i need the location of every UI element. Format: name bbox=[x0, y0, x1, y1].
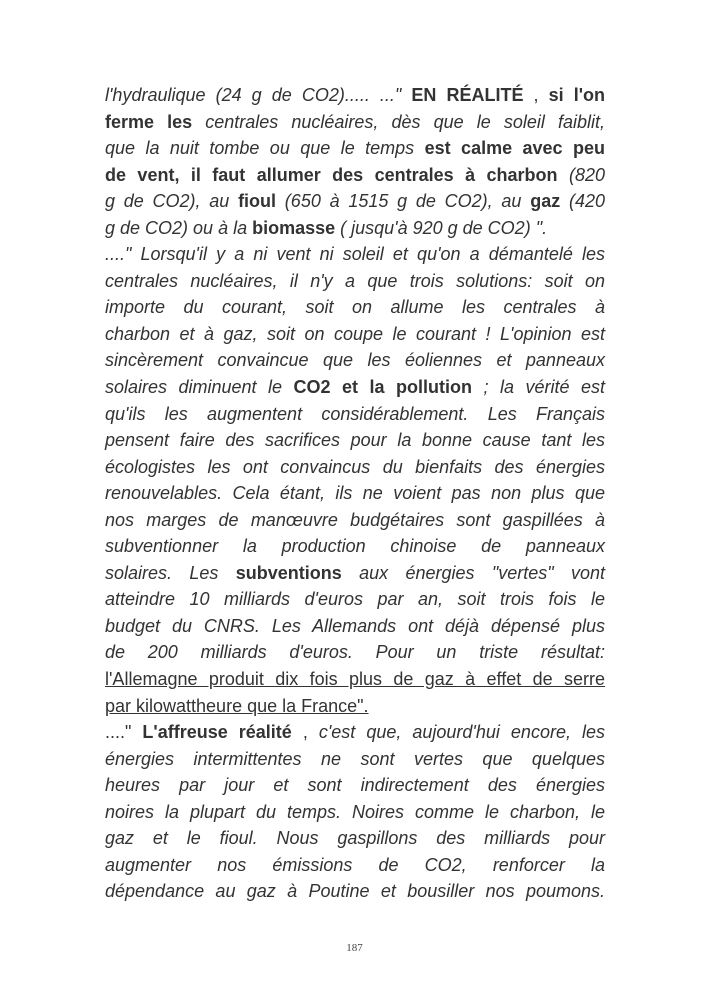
italic-text: de 200 milliards d'euros. Pour un triste résultat: bbox=[105, 642, 605, 663]
text-line bbox=[105, 878, 605, 905]
text-span: , bbox=[523, 85, 549, 105]
text-line bbox=[105, 454, 605, 481]
page-number: 187 bbox=[346, 942, 363, 954]
text-line bbox=[105, 401, 605, 428]
italic-text: pensent faire des sacrifices pour la bonne cause tant les bbox=[105, 430, 605, 451]
bold-text: fioul bbox=[238, 191, 277, 212]
text-line bbox=[105, 852, 605, 879]
text-line bbox=[105, 639, 605, 666]
text-line bbox=[105, 374, 605, 401]
italic-text: (820 bbox=[568, 164, 605, 185]
italic-text: sincèrement convaincue que les éoliennes et panneaux bbox=[105, 350, 605, 371]
text-line bbox=[105, 215, 605, 242]
italic-text: nos marges de manœuvre budgétaires sont gaspillées à bbox=[105, 509, 605, 530]
italic-text: gaz et le fioul. Nous gaspillons des milliards pour bbox=[105, 828, 605, 849]
italic-text: (420 bbox=[560, 191, 605, 212]
text-line bbox=[105, 109, 605, 136]
underlined-text: l'Allemagne produit dix fois plus de gaz à effet de serre bbox=[105, 669, 605, 690]
text-line bbox=[105, 693, 605, 720]
italic-text: aux énergies "vertes" vont bbox=[341, 562, 605, 583]
text-line bbox=[105, 613, 605, 640]
text-line bbox=[105, 799, 605, 826]
italic-text: ...." Lorsqu'il y a ni vent ni soleil et qu'on a démantelé les bbox=[105, 244, 605, 265]
bold-text: de vent, il faut allumer des centrales à charbon bbox=[105, 164, 569, 185]
italic-text: (650 à 1515 g de CO2), au bbox=[276, 191, 531, 212]
italic-text: centrales nucléaires, il n'y a que trois solutions: soit on bbox=[105, 270, 605, 291]
italic-text: budget du CNRS. Les Allemands ont déjà dépensé plus bbox=[105, 615, 605, 636]
italic-text: subventionner la production chinoise de panneaux bbox=[105, 536, 605, 557]
text-line bbox=[105, 825, 605, 852]
bold-text: EN RÉALITÉ bbox=[411, 85, 524, 105]
bold-text: est calme avec peu bbox=[424, 138, 605, 159]
document-body bbox=[105, 82, 605, 905]
italic-text: centrales nucléaires, dès que le soleil faiblit, bbox=[205, 111, 605, 132]
text-line bbox=[105, 533, 605, 560]
text-line bbox=[105, 188, 605, 215]
text-line bbox=[105, 560, 605, 587]
text-line bbox=[105, 347, 605, 374]
text-line bbox=[105, 586, 605, 613]
italic-text: heures par jour et sont indirectement des énergies bbox=[105, 775, 605, 796]
italic-text: solaires. Les bbox=[105, 562, 236, 583]
underlined-text: par kilowattheure que la France". bbox=[105, 695, 369, 716]
italic-text: qu'ils les augmentent considérablement. Les Français bbox=[105, 403, 605, 424]
text-line bbox=[105, 719, 605, 746]
italic-text: g de CO2), au bbox=[105, 191, 239, 212]
text-line bbox=[105, 268, 605, 295]
bold-text: biomasse bbox=[252, 217, 336, 238]
text-line bbox=[105, 666, 605, 693]
italic-text: importe du courant, soit on allume les centrales à bbox=[105, 297, 605, 318]
italic-text: c'est que, aujourd'hui encore, les bbox=[318, 722, 605, 743]
bold-text: subventions bbox=[235, 562, 342, 583]
italic-text: ( jusqu'à 920 g de CO2) ". bbox=[335, 217, 548, 238]
bold-text: gaz bbox=[530, 191, 561, 212]
bold-text: CO2 et la pollution bbox=[293, 377, 473, 398]
text-line bbox=[105, 162, 605, 189]
italic-text: ; la vérité est bbox=[472, 377, 605, 398]
text-line bbox=[105, 427, 605, 454]
italic-text: augmenter nos émissions de CO2, renforcer la bbox=[105, 854, 605, 875]
text-line bbox=[105, 480, 605, 507]
text-span: ...." bbox=[105, 722, 143, 743]
text-line bbox=[105, 135, 605, 162]
italic-text: g de CO2) ou à la bbox=[105, 217, 253, 238]
text-line bbox=[105, 507, 605, 534]
italic-text: atteindre 10 milliards d'euros par an, soit trois fois le bbox=[105, 589, 605, 610]
text-line bbox=[105, 746, 605, 773]
text-line bbox=[105, 321, 605, 348]
italic-text: solaires diminuent le bbox=[105, 377, 294, 398]
text-line bbox=[105, 241, 605, 268]
italic-text: renouvelables. Cela étant, ils ne voient pas non plus que bbox=[105, 483, 605, 504]
text-line bbox=[105, 294, 605, 321]
bold-text: L'affreuse réalité bbox=[142, 722, 292, 743]
italic-text: écologistes les ont convaincus du bienfaits des énergies bbox=[105, 456, 605, 477]
italic-text: que la nuit tombe ou que le temps bbox=[105, 138, 425, 159]
italic-text: dépendance au gaz à Poutine et bousiller nos poumons. bbox=[105, 881, 605, 902]
italic-text: noires la plupart du temps. Noires comme le charbon, le bbox=[105, 801, 605, 822]
text-span: , bbox=[291, 722, 319, 743]
italic-text: l'hydraulique (24 g de CO2)..... ..." bbox=[105, 85, 412, 105]
bold-text: ferme les bbox=[105, 111, 206, 132]
bold-text: si l'on bbox=[548, 85, 605, 105]
italic-text: charbon et à gaz, soit on coupe le courant ! L'opinion est bbox=[105, 323, 605, 344]
italic-text: énergies intermittentes ne sont vertes que quelques bbox=[105, 748, 605, 769]
text-line bbox=[105, 82, 605, 109]
text-line bbox=[105, 772, 605, 799]
